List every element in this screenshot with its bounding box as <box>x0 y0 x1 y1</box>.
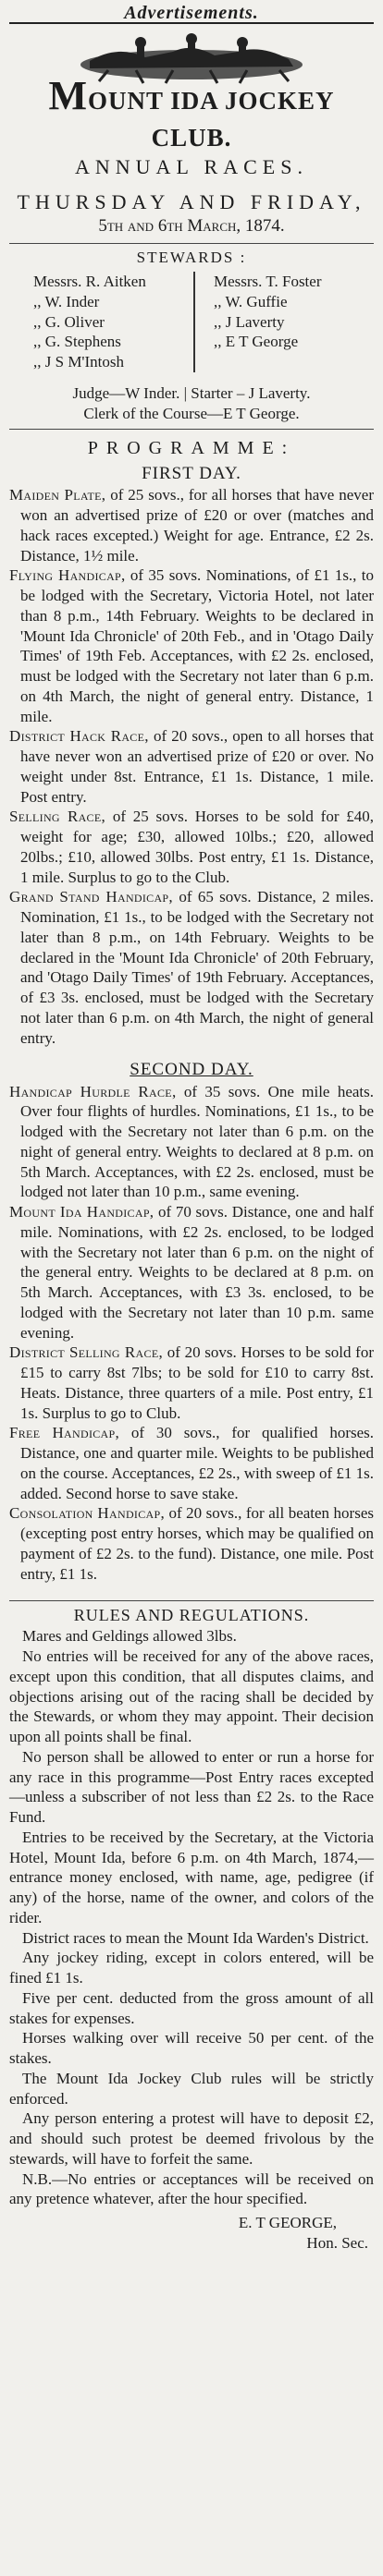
steward-name: ,, G. Oliver <box>33 312 105 331</box>
programme-heading: PROGRAMME: <box>87 438 296 459</box>
race-name: Flying Handicap, <box>9 566 126 585</box>
rule-item: No entries will be received for any of the above races, except upon this condition, that all disputes claims, and objections arising out of the racing shall be decided by the Stewards, or whom they may appoint. Their decision upon all points shall be final. <box>9 1647 374 1746</box>
stewards-list <box>9 272 374 372</box>
second-day-heading: SECOND DAY. <box>130 1060 253 1080</box>
race-name: Consolation Handicap, <box>9 1504 165 1523</box>
race-entry <box>9 1343 374 1423</box>
race-officials <box>9 383 374 424</box>
first-day-heading: FIRST DAY. <box>142 464 241 484</box>
rule-item: District races to mean the Mount Ida Warden's District. <box>22 1928 369 1947</box>
race-entry <box>9 887 374 1048</box>
race-entry <box>9 485 374 565</box>
signature-title: Hon. Sec. <box>306 2233 368 2252</box>
race-terms: of 25 sovs. Horses to be sold for £40, weight for age; £30, allowed 10lbs.; £20, allowed 20lbs.; £10, allowed 30lbs. Post entry, £1 1s. Distance, 1 mile. Surplus to go to the Club. <box>20 808 374 886</box>
steward-name: ,, G. Stephens <box>33 333 121 351</box>
race-entry <box>9 726 374 807</box>
clerk-of-course-line: Clerk of the Course—E T George. <box>83 404 300 422</box>
judge-starter-line: Judge—W Inder. | Starter – J Laverty. <box>72 383 311 402</box>
race-name: District Selling Race, <box>9 1343 163 1362</box>
club-title-rest: OUNT IDA JOCKEY CLUB. <box>87 87 335 152</box>
race-terms: of 20 sovs., for all beaten horses (excepting post entry horses, which may be qualified on payment of £2 2s. to the fund). Distance, one mile. Post entry, £1 1s. <box>20 1504 374 1583</box>
race-name: District Hack Race, <box>9 727 149 746</box>
section-header: Advertisements. <box>9 0 374 24</box>
race-terms: of 25 sovs., for all horses that have never won an advertised prize of £20 or over (matches and hack races excepted.) Weight for age. Entrance, £2 2s. Distance, 1½ mile. <box>20 486 375 565</box>
rule-item: Any jockey riding, except in colors entered, will be fined £1 1s. <box>9 1949 374 1987</box>
steward-name: ,, J S M'Intosh <box>33 353 124 371</box>
steward-name: ,, W. Guffie <box>214 292 288 310</box>
club-title <box>9 70 374 154</box>
steward-name: Messrs. T. Foster <box>214 273 322 291</box>
steward-name: Messrs. R. Aitken <box>33 273 146 291</box>
race-name: Free Handicap, <box>9 1424 120 1442</box>
race-terms: of 20 sovs., open to all horses that have never won an advertised prize of £20 or over. No weight under 8st. Entrance, £1 1s. Distance, 1 mile. Post entry. <box>20 727 374 806</box>
race-terms: of 20 sovs. Horses to be sold for £15 to carry 8st 7lbs; to be sold for £10 to carry 8st. Heats. Distance, three quarters of a mile. Post entry, £1 1s. Surplus to go to Club. <box>20 1343 374 1422</box>
race-name: Grand Stand Handicap, <box>9 888 173 906</box>
first-day-races <box>9 485 374 1048</box>
race-entry <box>9 1082 374 1203</box>
annual-races-heading: ANNUAL RACES. <box>75 154 308 178</box>
rule-item: N.B.—No entries or acceptances will be received on any pretence whatever, after the hour specified. <box>9 2169 374 2208</box>
divider <box>9 429 374 430</box>
race-days: THURSDAY AND FRIDAY, <box>17 190 366 214</box>
club-title-initial: M <box>48 73 88 118</box>
race-entry <box>9 1202 374 1343</box>
stewards-left-column <box>9 272 195 372</box>
rules-list <box>9 1626 374 2209</box>
rule-item: Entries to be received by the Secretary, at the Victoria Hotel, Mount Ida, before 6 p.m. on 4th March, 1874,—entrance money enclosed, with name, age, pedigree (if any) of the horse, name of the owner, and colors of the rider. <box>9 1828 374 1926</box>
second-day-races <box>9 1082 374 1585</box>
rule-item: No person shall be allowed to enter or run a horse for any race in this programme—Post Entry races excepted—unless a subscriber of not less than £2 2s. to the Race Fund. <box>9 1747 374 1827</box>
steward-name: ,, J Laverty <box>214 312 285 331</box>
race-entry <box>9 1503 374 1584</box>
race-name: Selling Race, <box>9 808 106 826</box>
race-terms: of 35 sovs. One mile heats. Over four flights of hurdles. Nominations, £1 1s., to be lodged with the Secretary not later than 6 p.m. on the night of general entry. Weights to declared at 8 p.m. on 5th March. Acceptances, with £2 2s. enclosed, must be lodged not later than 10 p.m., same evening. <box>20 1082 375 1201</box>
rules-heading: RULES AND REGULATIONS. <box>9 1600 374 1626</box>
stewards-right-column <box>195 272 374 372</box>
race-entry <box>9 565 374 726</box>
rule-item: The Mount Ida Jockey Club rules will be strictly enforced. <box>9 2069 374 2108</box>
stewards-heading: STEWARDS : <box>9 243 374 268</box>
race-name: Handicap Hurdle Race, <box>9 1082 177 1100</box>
rule-item: Horses walking over will receive 50 per cent. of the stakes. <box>9 2029 374 2068</box>
race-name: Maiden Plate, <box>9 486 106 504</box>
race-dates: 5th and 6th March, 1874. <box>98 216 285 237</box>
race-entry <box>9 807 374 887</box>
steward-name: ,, E T George <box>214 333 299 351</box>
rule-item: Mares and Geldings allowed 3lbs. <box>22 1627 237 1646</box>
race-terms: of 35 sovs. Nominations, of £1 1s., to be lodged with the Secretary, Victoria Hotel, not later than 8 p.m., 14th February. Weights to be declared in 'Mount Ida Chronicle' of 20th Feb., and in 'Otago Daily Times' of 19th Feb. Acceptances, with £2 2s. enclosed, must be lodged with the Secretary not later than 6 p.m. on 4th March, the night of general entry. Distance, 1 mile. <box>20 566 374 725</box>
rule-item: Any person entering a protest will have to deposit £2, and should such protest be deemed frivolous by the stewards, will have to forfeit the same. <box>9 2109 374 2168</box>
race-name: Mount Ida Handicap, <box>9 1203 154 1221</box>
race-terms: of 65 sovs. Distance, 2 miles. Nomination, £1 1s., to be lodged with the Secretary not later than 8 p.m., on 14th February. Weights to be declared in the 'Mount Ida Chronicle' of 20th February, and 'Otago Daily Times' of 19th February. Acceptances, of £3 3s. enclosed, must be lodged with the Secretary not later than 6 p.m. on 4th March, the night of general entry. <box>20 888 375 1047</box>
steward-name: ,, W. Inder <box>33 292 100 310</box>
race-terms: of 70 sovs. Distance, one and half mile. Nominations, with £2 2s. enclosed, to be lodged with the Secretary not later than 6 p.m. on the night of the general entry. Weights to be declared at 8 p.m. on 5th March. Acceptances, with £3 3s. enclosed, to be lodged with the Secretary not later than 10 p.m. same evening. <box>20 1203 374 1342</box>
race-terms: of 30 sovs., for qualified horses. Distance, one and quarter mile. Weights to be published on the course. Acceptances, £2 2s., with sweep of £1 1s. added. Second horse to save stake. <box>20 1424 375 1502</box>
rule-item: Five per cent. deducted from the gross amount of all stakes for expenses. <box>9 1988 374 2027</box>
signature-name: E. T GEORGE, <box>238 2214 337 2232</box>
race-entry <box>9 1423 374 1503</box>
